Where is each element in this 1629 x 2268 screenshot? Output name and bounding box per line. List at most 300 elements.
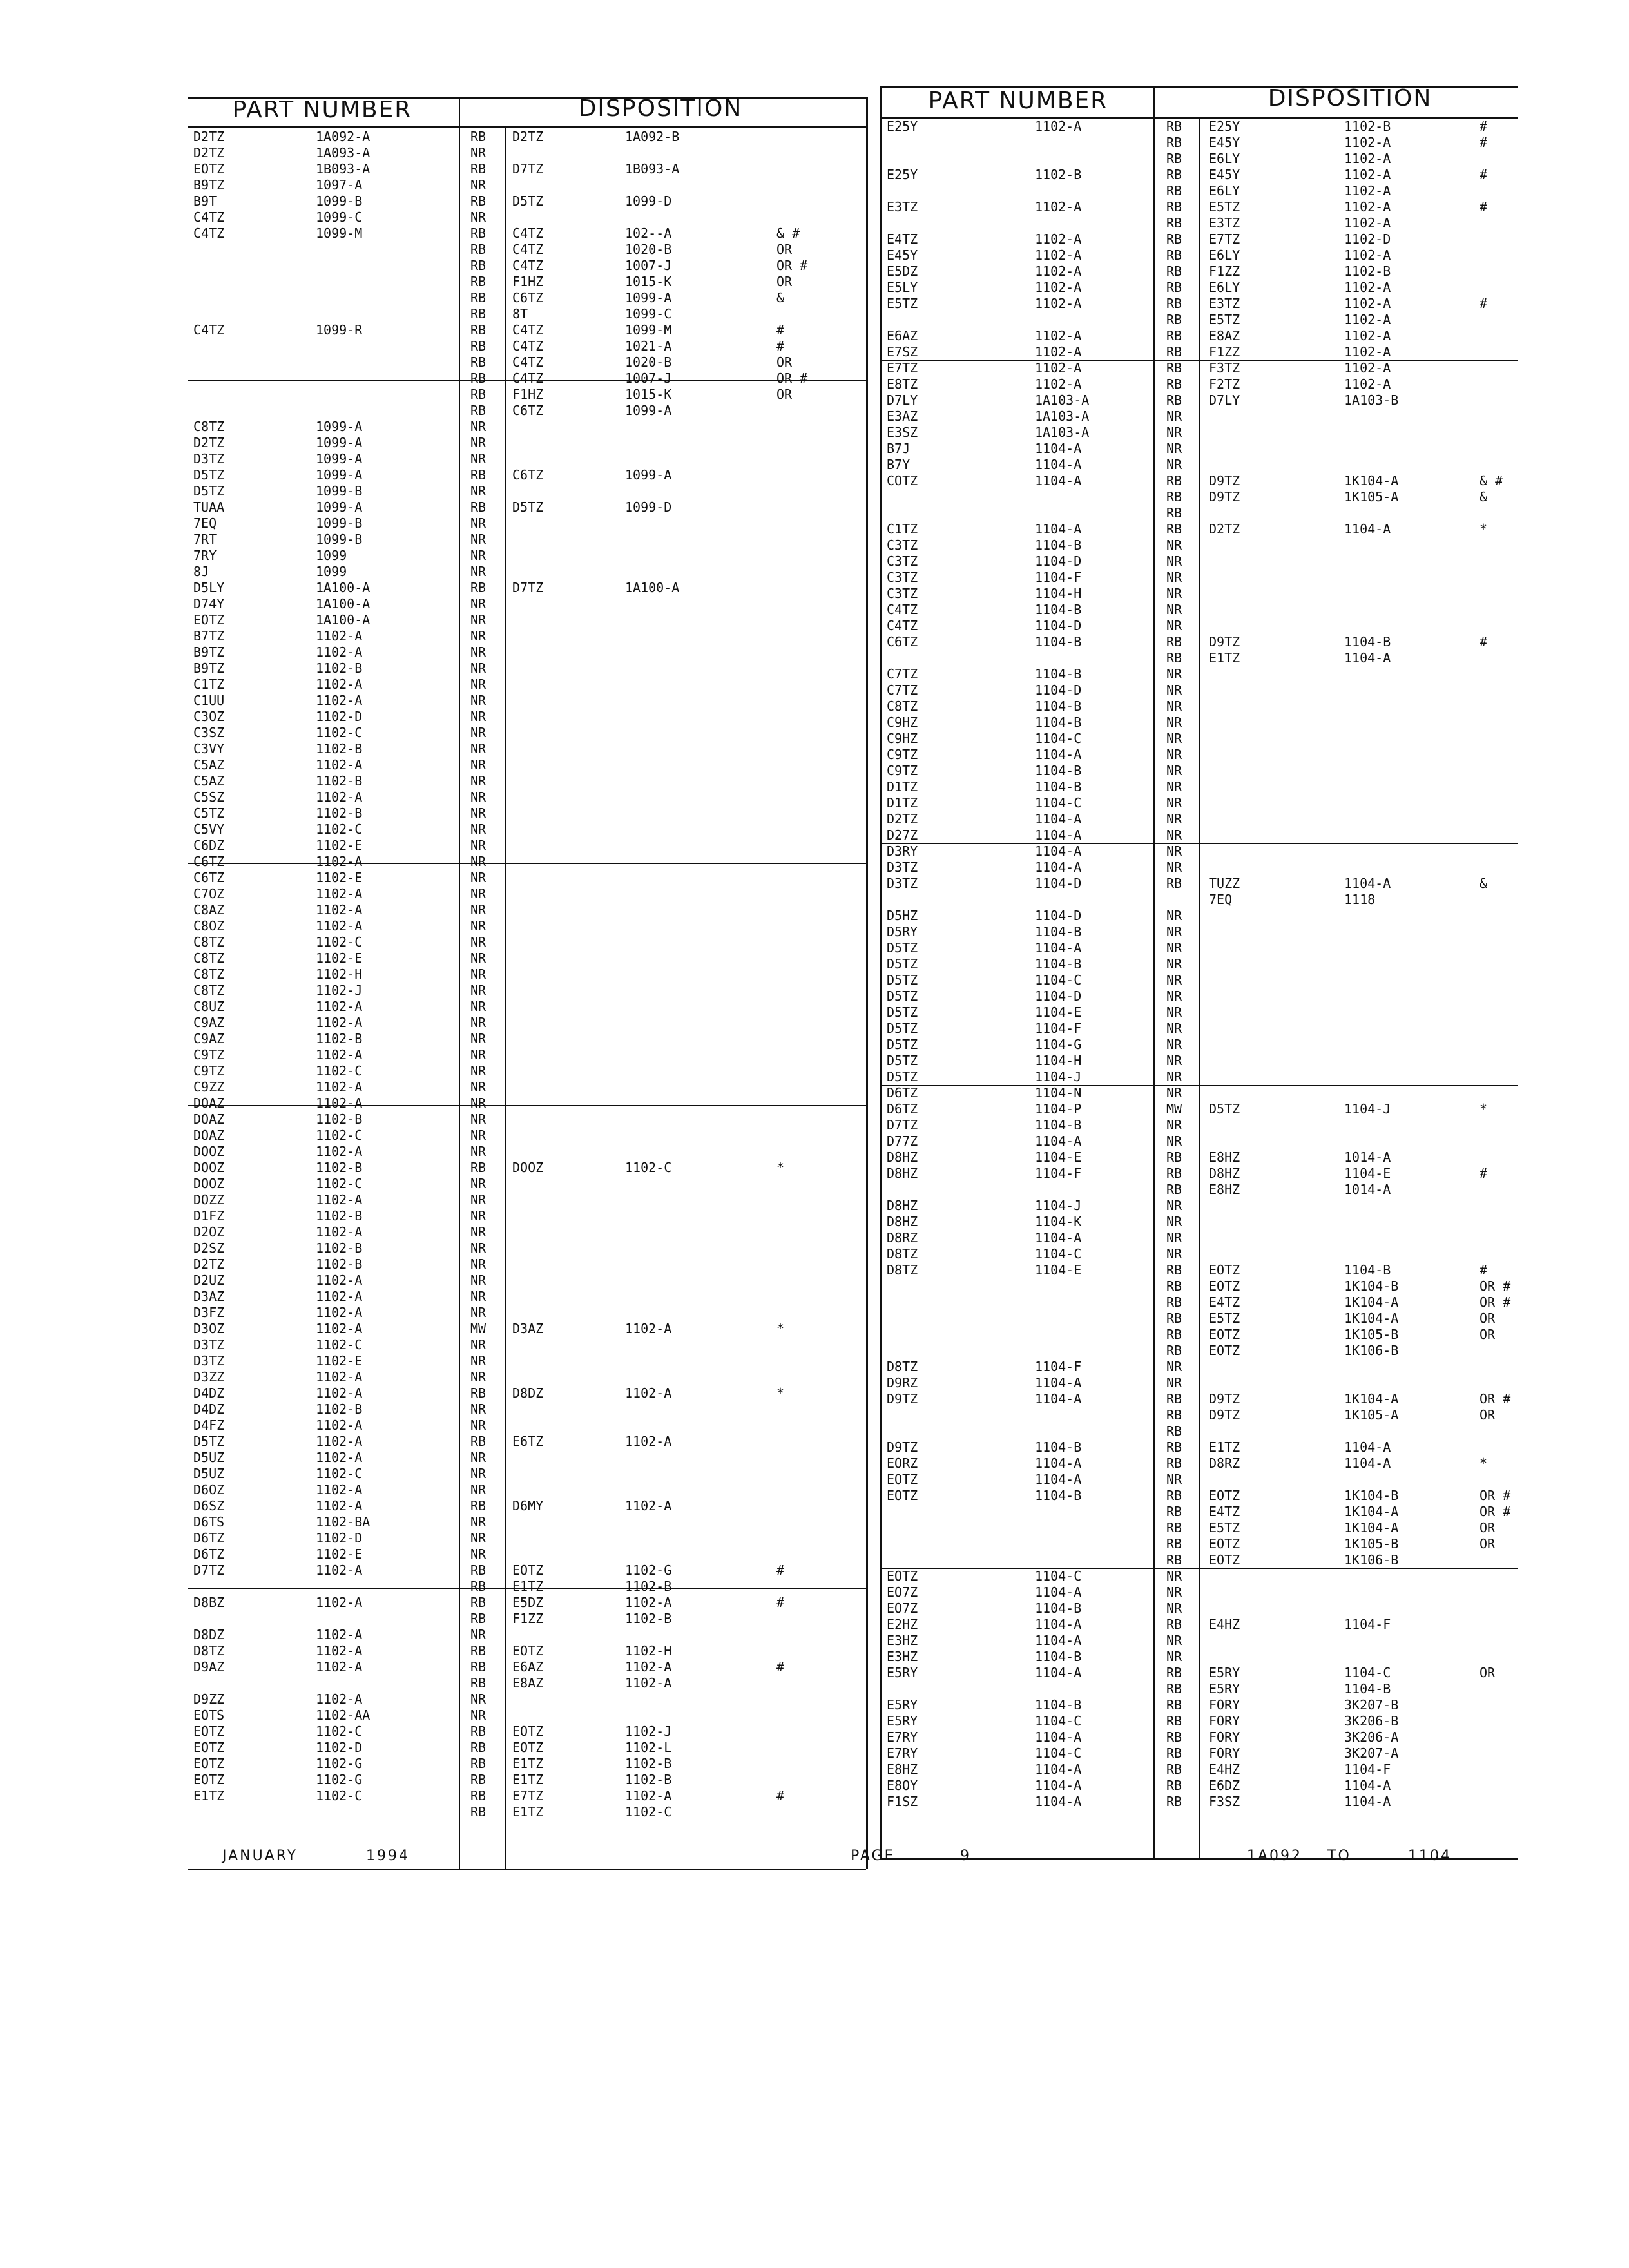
table-row <box>193 258 863 274</box>
part-number: 1B093-A <box>316 161 371 177</box>
table-row <box>193 1530 863 1546</box>
part-number: 1102-A <box>316 628 363 644</box>
table-row <box>193 1514 863 1530</box>
part-prefix: C9HZ <box>887 731 918 746</box>
part-number: 1099-R <box>316 322 363 338</box>
part-prefix: D8HZ <box>887 1198 918 1213</box>
table-row <box>193 467 863 483</box>
notes: OR <box>776 387 793 402</box>
disposition-code: RB <box>1166 199 1182 215</box>
disposition-code: RB <box>470 580 487 595</box>
replacement-prefix: E25Y <box>1209 119 1240 134</box>
part-number: 1104-A <box>1035 843 1082 859</box>
notes: OR <box>1480 1311 1496 1326</box>
table-row <box>193 1128 863 1144</box>
disposition-code: NR <box>470 870 487 885</box>
table-row <box>887 1488 1515 1504</box>
table-row <box>887 280 1515 296</box>
disposition-code: RB <box>1166 521 1182 537</box>
replacement-number: 1K105-A <box>1344 1407 1399 1423</box>
disposition-code: NR <box>1166 602 1182 617</box>
part-number: 1102-C <box>316 1337 363 1352</box>
footer-range-from: 1A092 <box>1247 1848 1303 1864</box>
replacement-prefix: D9TZ <box>1209 1407 1240 1423</box>
replacement-number: 1102-D <box>1344 231 1391 247</box>
part-number: 1104-A <box>1035 1633 1082 1648</box>
replacement-number: 3K207-A <box>1344 1745 1399 1761</box>
disposition-code: RB <box>470 1772 487 1787</box>
disposition-code: NR <box>1166 1085 1182 1100</box>
disposition-code: MW <box>470 1321 487 1336</box>
part-number-header-left: PART NUMBER <box>232 97 412 123</box>
disposition-code: RB <box>470 226 487 241</box>
part-prefix: C8OZ <box>193 918 225 934</box>
part-number: 1099-A <box>316 467 363 483</box>
table-row <box>887 731 1515 747</box>
part-number: 1102-B <box>316 1111 363 1127</box>
replacement-number: 1099-M <box>625 322 672 338</box>
table-row <box>887 328 1515 344</box>
replacement-prefix: D7TZ <box>512 161 544 177</box>
part-prefix: D6TZ <box>887 1101 918 1117</box>
table-row <box>887 698 1515 715</box>
table-row <box>887 827 1515 843</box>
part-number: 1104-E <box>1035 1262 1082 1278</box>
replacement-prefix: E45Y <box>1209 135 1240 150</box>
table-row <box>193 1595 863 1611</box>
part-number: 1A103-A <box>1035 425 1090 440</box>
table-row <box>887 1278 1515 1294</box>
table-row <box>193 709 863 725</box>
replacement-prefix: E8HZ <box>1209 1149 1240 1165</box>
table-row <box>887 1037 1515 1053</box>
part-number: 1104-K <box>1035 1214 1082 1229</box>
table-row <box>193 226 863 242</box>
replacement-prefix: C6TZ <box>512 467 544 483</box>
part-prefix: B7TZ <box>193 628 225 644</box>
part-prefix: E8OY <box>887 1778 918 1793</box>
table-row <box>887 747 1515 763</box>
part-number: 1104-B <box>1035 779 1082 794</box>
replacement-number: 1099-A <box>625 403 672 418</box>
disposition-code: NR <box>470 145 487 160</box>
part-prefix: DOOZ <box>193 1176 225 1191</box>
part-prefix: E8HZ <box>887 1762 918 1777</box>
table-row <box>887 1439 1515 1456</box>
table-row <box>887 618 1515 634</box>
part-prefix: EOTZ <box>193 161 225 177</box>
disposition-code: NR <box>470 1273 487 1288</box>
part-number: 1104-J <box>1035 1069 1082 1084</box>
table-row <box>193 1256 863 1273</box>
disposition-code: NR <box>1166 843 1182 859</box>
part-number: 1102-C <box>316 1176 363 1191</box>
table-row <box>193 628 863 644</box>
part-prefix: C6TZ <box>193 854 225 869</box>
replacement-number: 1K106-B <box>1344 1552 1399 1568</box>
part-prefix: C4TZ <box>887 618 918 633</box>
table-row <box>193 1240 863 1256</box>
table-row <box>887 183 1515 199</box>
disposition-code: RB <box>470 1659 487 1675</box>
notes: # <box>1480 199 1488 215</box>
replacement-number: 1102-A <box>1344 215 1391 231</box>
disposition-code: NR <box>470 548 487 563</box>
part-number: 1104-B <box>1035 537 1082 553</box>
table-row <box>887 360 1515 376</box>
table-row <box>887 199 1515 215</box>
part-prefix: D5TZ <box>887 1037 918 1052</box>
disposition-code: NR <box>1166 940 1182 956</box>
part-number: 1104-C <box>1035 731 1082 746</box>
replacement-prefix: F1HZ <box>512 387 544 402</box>
part-number: 1102-A <box>316 902 363 918</box>
disposition-code: NR <box>470 1707 487 1723</box>
notes: OR # <box>776 370 808 386</box>
replacement-number: 1104-F <box>1344 1762 1391 1777</box>
part-number: 1102-E <box>316 950 363 966</box>
part-number: 1102-A <box>316 999 363 1014</box>
table-row <box>193 854 863 870</box>
table-row <box>887 1053 1515 1069</box>
table-row <box>887 1600 1515 1617</box>
part-number: 1104-B <box>1035 715 1082 730</box>
table-row <box>193 1015 863 1031</box>
replacement-prefix: EOTZ <box>512 1740 544 1755</box>
part-number: 1102-A <box>316 886 363 901</box>
part-prefix: D1TZ <box>887 795 918 811</box>
replacement-prefix: FORY <box>1209 1713 1240 1729</box>
part-prefix: EOTZ <box>887 1568 918 1584</box>
part-prefix: D8TZ <box>193 1643 225 1658</box>
disposition-code: RB <box>1166 473 1182 488</box>
disposition-code: NR <box>470 1063 487 1079</box>
part-prefix: C6TZ <box>887 634 918 649</box>
disposition-code: RB <box>1166 1681 1182 1696</box>
part-number: 1102-G <box>316 1772 363 1787</box>
part-prefix: C9TZ <box>193 1063 225 1079</box>
notes: OR # <box>1480 1488 1511 1503</box>
part-number: 1102-A <box>316 1079 363 1095</box>
table-row <box>887 167 1515 183</box>
table-row <box>887 1552 1515 1568</box>
disposition-code: NR <box>470 1208 487 1224</box>
disposition-code: NR <box>1166 1230 1182 1245</box>
table-row <box>887 505 1515 521</box>
table-row <box>887 682 1515 698</box>
table-row <box>887 457 1515 473</box>
disposition-code: RB <box>470 193 487 209</box>
replacement-number: 1007-J <box>625 370 672 386</box>
replacement-number: 1K104-A <box>1344 1311 1399 1326</box>
left-table-border <box>866 97 868 1869</box>
table-row <box>887 715 1515 731</box>
disposition-code: NR <box>1166 1198 1182 1213</box>
disposition-code: NR <box>470 1176 487 1191</box>
replacement-prefix: E5TZ <box>1209 1520 1240 1535</box>
replacement-number: 1104-E <box>1344 1166 1391 1181</box>
table-row <box>887 1762 1515 1778</box>
part-prefix: D27Z <box>887 827 918 843</box>
replacement-prefix: E3TZ <box>1209 296 1240 311</box>
replacement-prefix: E4TZ <box>1209 1504 1240 1519</box>
replacement-number: 1020-B <box>625 242 672 257</box>
part-prefix: D9AZ <box>193 1659 225 1675</box>
replacement-number: 1104-B <box>1344 1262 1391 1278</box>
part-prefix: D3ZZ <box>193 1369 225 1385</box>
disposition-code: NR <box>470 966 487 982</box>
replacement-prefix: E7TZ <box>512 1788 544 1803</box>
part-prefix: C9TZ <box>193 1047 225 1062</box>
replacement-number: 1K104-A <box>1344 1520 1399 1535</box>
part-prefix: C5TZ <box>193 805 225 821</box>
table-row <box>193 145 863 161</box>
replacement-number: 1007-J <box>625 258 672 273</box>
replacement-prefix: EOTZ <box>1209 1536 1240 1552</box>
part-prefix: EOTZ <box>193 1724 225 1739</box>
replacement-number: 1104-A <box>1344 1439 1391 1455</box>
part-prefix: D8TZ <box>887 1262 918 1278</box>
part-prefix: E3TZ <box>887 199 918 215</box>
table-row <box>193 1369 863 1385</box>
replacement-prefix: EOTZ <box>1209 1327 1240 1342</box>
table-row <box>193 1804 863 1820</box>
part-prefix: D3TZ <box>887 876 918 891</box>
replacement-number: 1K105-B <box>1344 1536 1399 1552</box>
table-row <box>193 548 863 564</box>
part-number: 1104-B <box>1035 698 1082 714</box>
footer-year: 1994 <box>366 1848 410 1864</box>
disposition-code: NR <box>470 693 487 708</box>
replacement-prefix: FORY <box>1209 1729 1240 1745</box>
part-prefix: D3AZ <box>193 1289 225 1304</box>
replacement-prefix: D5TZ <box>512 499 544 515</box>
table-row <box>193 1740 863 1756</box>
replacement-prefix: D8HZ <box>1209 1166 1240 1181</box>
part-number: 1104-A <box>1035 1762 1082 1777</box>
table-row <box>193 209 863 226</box>
table-row <box>193 1095 863 1111</box>
table-row <box>887 312 1515 328</box>
part-prefix: D2TZ <box>887 811 918 827</box>
disposition-code: NR <box>470 1224 487 1240</box>
table-row <box>193 1788 863 1804</box>
part-number: 1104-B <box>1035 1697 1082 1713</box>
notes: # <box>1480 1262 1488 1278</box>
disposition-code: NR <box>470 934 487 950</box>
part-prefix: E5LY <box>887 280 918 295</box>
table-row <box>193 1772 863 1788</box>
part-number: 1102-A <box>316 1434 363 1449</box>
part-prefix: EOTZ <box>887 1472 918 1487</box>
part-prefix: E45Y <box>887 247 918 263</box>
part-prefix: C7TZ <box>887 682 918 698</box>
disposition-code: NR <box>1166 972 1182 988</box>
table-row <box>887 1472 1515 1488</box>
table-row <box>193 1562 863 1579</box>
disposition-code: RB <box>1166 264 1182 279</box>
replacement-number: 1102-A <box>1344 280 1391 295</box>
part-number: 1104-A <box>1035 1133 1082 1149</box>
disposition-header-right: DISPOSITION <box>1268 85 1432 111</box>
part-prefix: C4TZ <box>887 602 918 617</box>
part-number: 1104-A <box>1035 1472 1082 1487</box>
part-number: 1104-H <box>1035 1053 1082 1068</box>
disposition-code: NR <box>470 1337 487 1352</box>
replacement-prefix: C4TZ <box>512 322 544 338</box>
part-prefix: C4TZ <box>193 209 225 225</box>
part-number: 1104-A <box>1035 1375 1082 1390</box>
part-prefix: E25Y <box>887 167 918 182</box>
part-prefix: D6TS <box>193 1514 225 1530</box>
part-prefix: D8TZ <box>887 1359 918 1374</box>
part-prefix: D5UZ <box>193 1450 225 1465</box>
disposition-code: NR <box>470 983 487 998</box>
disposition-code: RB <box>1166 215 1182 231</box>
replacement-number: 1102-A <box>625 1675 672 1691</box>
table-row <box>887 1149 1515 1166</box>
replacement-number: 1104-A <box>1344 650 1391 666</box>
table-row <box>193 789 863 805</box>
part-number: 1102-A <box>316 1562 363 1578</box>
part-number: 1102-A <box>316 677 363 692</box>
part-number: 1104-A <box>1035 747 1082 762</box>
replacement-number: 1102-A <box>625 1434 672 1449</box>
table-row <box>887 1391 1515 1407</box>
disposition-code: RB <box>1166 392 1182 408</box>
disposition-code: NR <box>470 1450 487 1465</box>
table-row <box>887 1214 1515 1230</box>
table-row <box>887 763 1515 779</box>
table-row <box>887 892 1515 908</box>
disposition-code: RB <box>470 1643 487 1658</box>
table-row <box>193 886 863 902</box>
part-prefix: EO7Z <box>887 1600 918 1616</box>
disposition-code: RB <box>470 403 487 418</box>
part-number: 1102-A <box>316 1691 363 1707</box>
table-row <box>193 419 863 435</box>
disposition-code: NR <box>470 822 487 837</box>
part-prefix: D5TZ <box>887 1004 918 1020</box>
disposition-code: NR <box>470 757 487 773</box>
disposition-code: NR <box>1166 618 1182 633</box>
table-row <box>193 177 863 193</box>
table-row <box>193 499 863 515</box>
part-prefix: C4TZ <box>193 322 225 338</box>
replacement-prefix: E6LY <box>1209 280 1240 295</box>
part-prefix: B9TZ <box>193 644 225 660</box>
disposition-code: NR <box>1166 425 1182 440</box>
part-number: 1104-D <box>1035 908 1082 923</box>
disposition-code: NR <box>470 660 487 676</box>
replacement-number: 1K104-A <box>1344 1391 1399 1407</box>
part-number: 1102-J <box>316 983 363 998</box>
disposition-code: RB <box>470 274 487 289</box>
part-number: 1104-B <box>1035 634 1082 649</box>
right-parts-table <box>887 119 1515 1810</box>
disposition-code: NR <box>470 1627 487 1642</box>
part-prefix: E3HZ <box>887 1649 918 1664</box>
table-row <box>887 795 1515 811</box>
replacement-number: 1102-A <box>625 1385 672 1401</box>
disposition-code: RB <box>1166 328 1182 343</box>
part-number: 1102-A <box>316 1659 363 1675</box>
disposition-code: RB <box>1166 183 1182 198</box>
part-number: 1104-A <box>1035 827 1082 843</box>
part-prefix: E7RY <box>887 1729 918 1745</box>
table-row <box>887 1697 1515 1713</box>
table-row <box>887 1456 1515 1472</box>
replacement-number: 1104-A <box>1344 521 1391 537</box>
part-number: 1102-G <box>316 1756 363 1771</box>
disposition-code: RB <box>1166 1504 1182 1519</box>
disposition-code: RB <box>470 338 487 354</box>
disposition-code: RB <box>1166 1439 1182 1455</box>
notes: # <box>776 322 785 338</box>
part-prefix: D3OZ <box>193 1321 225 1336</box>
disposition-code: NR <box>1166 682 1182 698</box>
part-number: 1A093-A <box>316 145 371 160</box>
part-number: 1104-A <box>1035 521 1082 537</box>
disposition-code: NR <box>1166 860 1182 875</box>
replacement-prefix: D3AZ <box>512 1321 544 1336</box>
disposition-code: RB <box>1166 312 1182 327</box>
disposition-code: NR <box>470 451 487 466</box>
disposition-code: NR <box>470 532 487 547</box>
notes: OR <box>1480 1536 1496 1552</box>
part-prefix: D4DZ <box>193 1401 225 1417</box>
notes: OR <box>1480 1665 1496 1680</box>
disposition-code: NR <box>470 628 487 644</box>
disposition-code: RB <box>1166 1488 1182 1503</box>
replacement-prefix: F3SZ <box>1209 1794 1240 1809</box>
part-prefix: E3SZ <box>887 425 918 440</box>
table-row <box>887 924 1515 940</box>
table-row <box>887 1327 1515 1343</box>
replacement-number: 1102-A <box>625 1595 672 1610</box>
replacement-prefix: D7TZ <box>512 580 544 595</box>
replacement-prefix: D2TZ <box>512 129 544 144</box>
disposition-code: NR <box>1166 924 1182 939</box>
table-row <box>887 553 1515 570</box>
replacement-number: 1102-A <box>625 1659 672 1675</box>
replacement-number: 1102-A <box>1344 135 1391 150</box>
disposition-code: RB <box>470 1498 487 1514</box>
disposition-code: RB <box>1166 1278 1182 1294</box>
disposition-code: RB <box>1166 1327 1182 1342</box>
part-number: 1102-H <box>316 966 363 982</box>
table-row <box>193 435 863 451</box>
replacement-number: 1A092-B <box>625 129 680 144</box>
part-prefix: C5AZ <box>193 773 225 789</box>
disposition-code: NR <box>470 789 487 805</box>
part-prefix: D5TZ <box>887 1021 918 1036</box>
part-prefix: E7SZ <box>887 344 918 360</box>
disposition-code: NR <box>470 725 487 740</box>
notes: * <box>1480 1101 1488 1117</box>
replacement-prefix: E5TZ <box>1209 1311 1240 1326</box>
table-row <box>193 1611 863 1627</box>
table-row <box>193 515 863 532</box>
part-number: 1104-C <box>1035 1568 1082 1584</box>
disposition-code: RB <box>470 1562 487 1578</box>
part-prefix: D1TZ <box>887 779 918 794</box>
part-number: 1102-A <box>316 918 363 934</box>
part-number: 1102-B <box>316 1208 363 1224</box>
replacement-number: 1102-A <box>1344 183 1391 198</box>
replacement-prefix: D8DZ <box>512 1385 544 1401</box>
part-number: 1102-A <box>316 1385 363 1401</box>
